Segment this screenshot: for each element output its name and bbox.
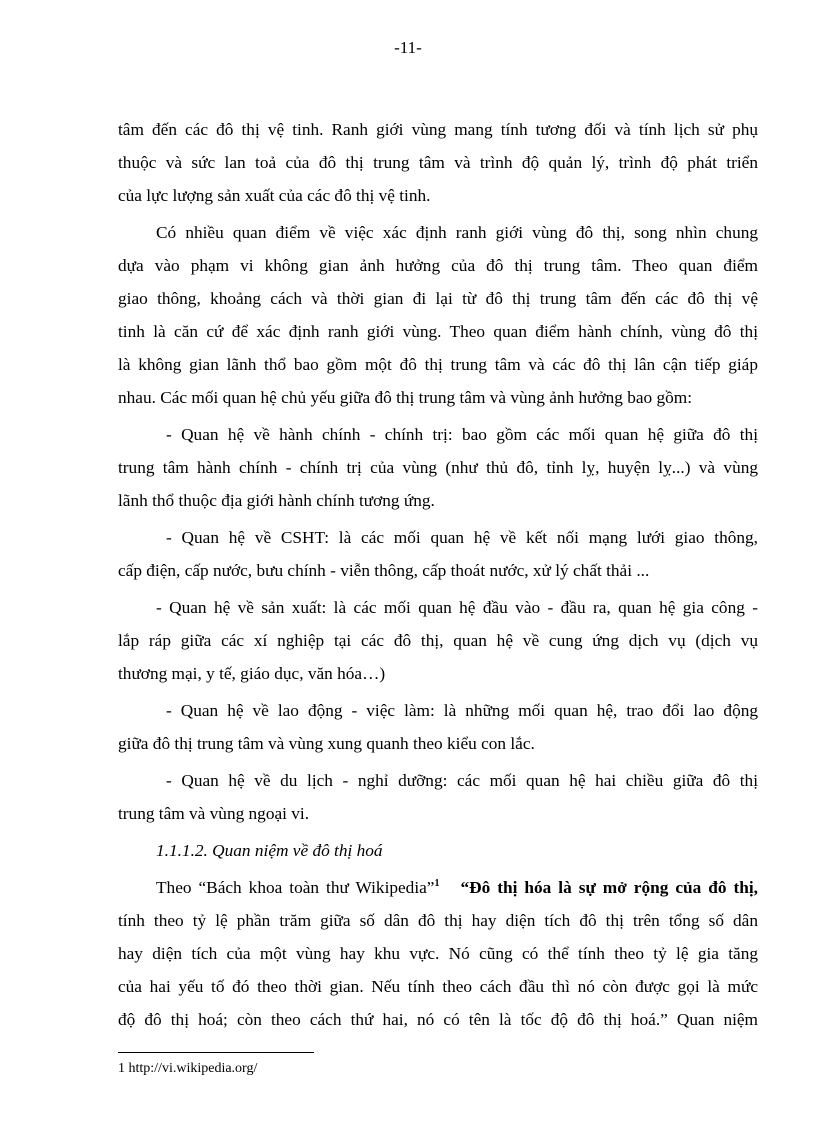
text-line: - Quan hệ về sản xuất: là các mối quan hệ đầu vào - đầu ra, quan hệ gia công - xyxy=(156,598,758,617)
footnote: 1 http://vi.wikipedia.org/ xyxy=(118,1061,258,1076)
body-text xyxy=(118,113,758,1036)
wiki-quote-start: “Đô thị hóa là sự mở rộng của đô thị, xyxy=(460,878,758,897)
text-line: - Quan hệ về CSHT: là các mối quan hệ về kết nối mạng lưới giao thông, xyxy=(166,528,758,547)
text-line: trung tâm và vùng ngoại vi. xyxy=(118,804,310,823)
text-line: lắp ráp giữa các xí nghiệp tại các đô thị, quan hệ về cung ứng dịch vụ (dịch vụ xyxy=(118,631,758,650)
footnote-divider xyxy=(118,1052,314,1053)
text-line: dựa vào phạm vi không gian ảnh hưởng của đô thị trung tâm. Theo quan điểm xyxy=(118,256,758,275)
wiki-intro: Theo “Bách khoa toàn thư Wikipedia” xyxy=(156,878,435,897)
text-line: độ đô thị hoá; còn theo cách thứ hai, nó có tên là tốc độ đô thị hoá.” Quan niệm xyxy=(118,1010,758,1029)
text-line: - Quan hệ về du lịch - nghỉ dưỡng: các mối quan hệ hai chiều giữa đô thị xyxy=(166,771,758,790)
text-line: Có nhiều quan điểm về việc xác định ranh giới vùng đô thị, song nhìn chung xyxy=(156,223,758,242)
wiki-paragraph-first-line xyxy=(118,871,758,904)
text-line: thương mại, y tế, giáo dục, văn hóa…) xyxy=(118,664,386,683)
text-line: lãnh thổ thuộc địa giới hành chính tương ứng. xyxy=(118,491,435,510)
text-line: tâm đến các đô thị vệ tinh. Ranh giới vùng mang tính tương đối và tính lịch sử phụ xyxy=(118,120,758,139)
text-line: của lực lượng sản xuất của các đô thị vệ tinh. xyxy=(118,186,431,205)
text-line: tinh là căn cứ để xác định ranh giới vùng. Theo quan điểm hành chính, vùng đô thị xyxy=(118,322,758,341)
text-line: của hai yếu tố đó theo thời gian. Nếu tính theo cách đầu thì nó còn được gọi là mức xyxy=(118,977,758,996)
section-heading: 1.1.1.2. Quan niệm về đô thị hoá xyxy=(156,841,383,860)
text-line: thuộc và sức lan toả của đô thị trung tâm và trình độ quản lý, trình độ phát triển xyxy=(118,153,758,172)
text-line: tính theo tỷ lệ phần trăm giữa số dân đô thị hay diện tích đô thị trên tổng số dân xyxy=(118,911,758,930)
footnote-marker: 1 xyxy=(434,878,440,890)
page-number: -11- xyxy=(394,38,422,57)
text-line: giao thông, khoảng cách và thời gian đi lại từ đô thị trung tâm đến các đô thị vệ xyxy=(118,289,758,308)
text-line: cấp điện, cấp nước, bưu chính - viễn thông, cấp thoát nước, xử lý chất thải ... xyxy=(118,561,650,580)
text-line: nhau. Các mối quan hệ chủ yếu giữa đô thị trung tâm và vùng ảnh hưởng bao gồm: xyxy=(118,388,693,407)
text-line: là không gian lãnh thổ bao gồm một đô thị trung tâm và các đô thị lân cận tiếp giáp xyxy=(118,355,758,374)
text-line: - Quan hệ về hành chính - chính trị: bao gồm các mối quan hệ giữa đô thị xyxy=(166,425,758,444)
text-line: giữa đô thị trung tâm và vùng xung quanh theo kiểu con lắc. xyxy=(118,734,535,753)
text-line: hay diện tích của một vùng hay khu vực. Nó cũng có thể tính theo tỷ lệ gia tăng xyxy=(118,944,758,963)
text-line: - Quan hệ về lao động - việc làm: là những mối quan hệ, trao đổi lao động xyxy=(166,701,758,720)
text-line: trung tâm hành chính - chính trị của vùng (như thủ đô, tỉnh lỵ, huyện lỵ...) và vùng xyxy=(118,458,758,477)
